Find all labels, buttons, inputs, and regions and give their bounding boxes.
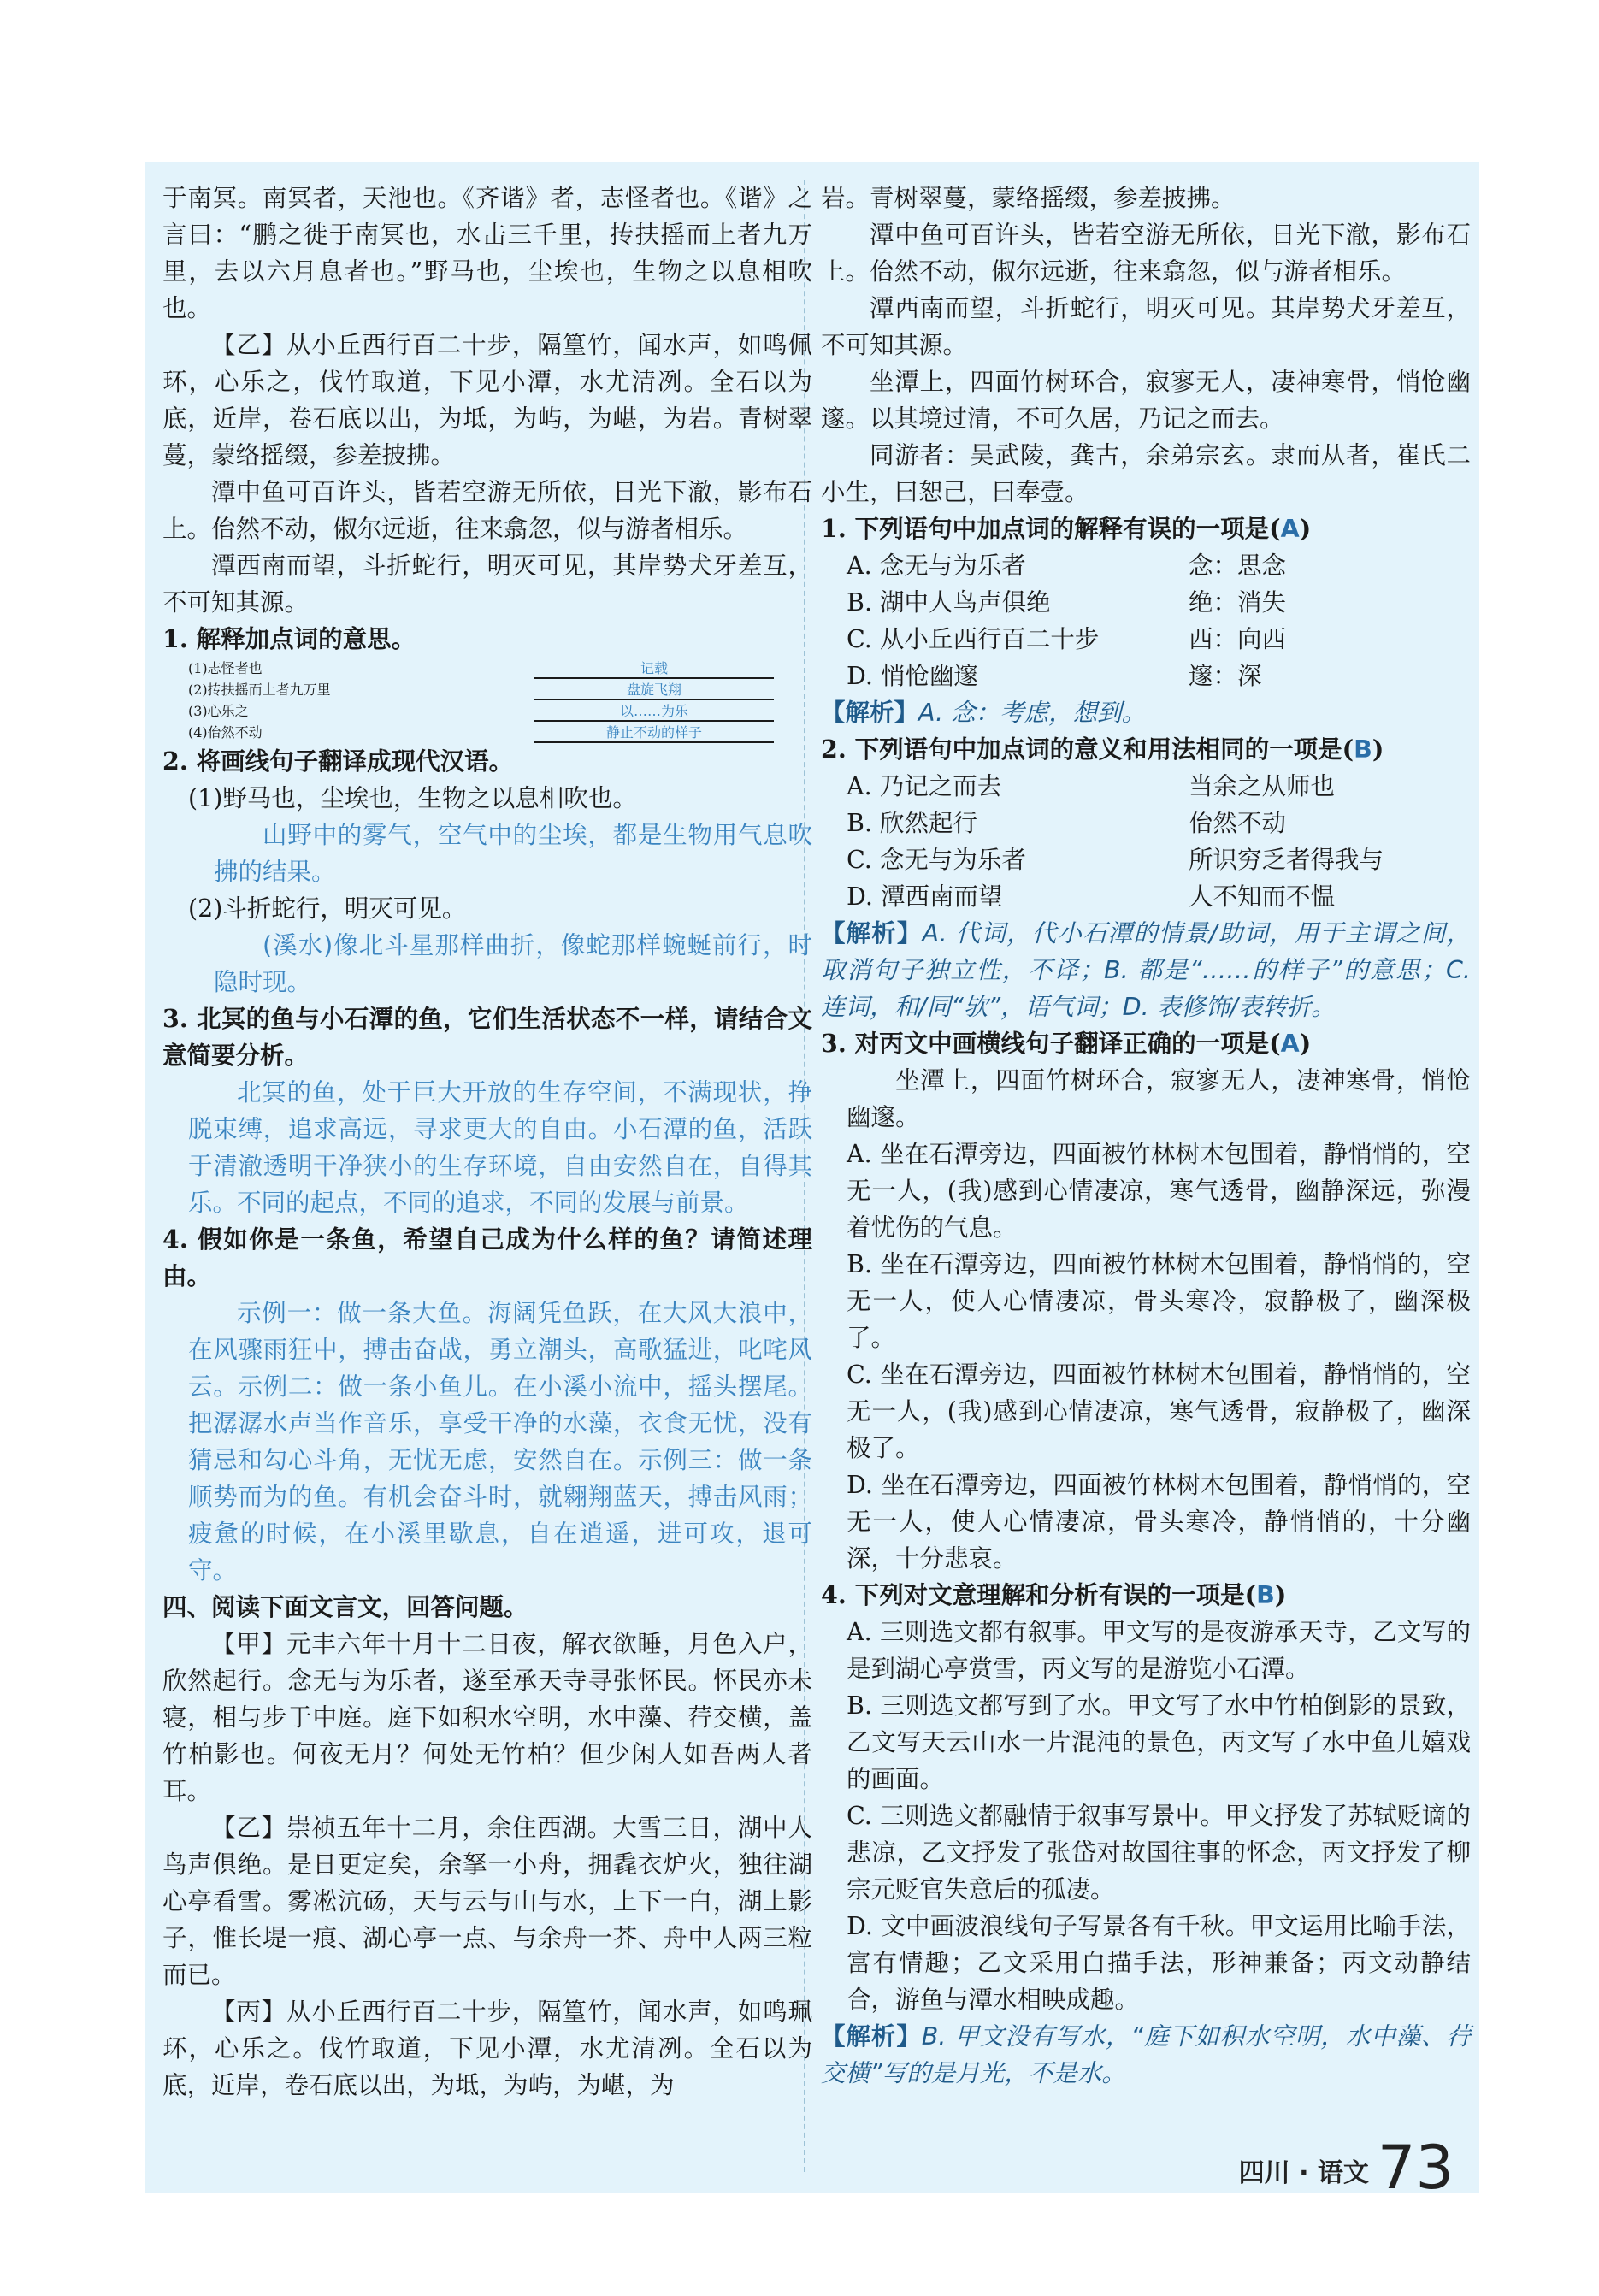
option-left: D. 悄怆幽邃 [847,662,978,690]
question-close: ) [1274,1580,1287,1609]
option-row [821,658,1471,694]
fill-item [162,722,812,743]
fill-item [162,700,812,722]
fill-label: (2)抟扶摇而上者九万里 [188,682,331,698]
fill-answer: 静止不动的样子 [534,722,774,743]
quoted-sentence: 坐潭上，四面竹树环合，寂寥无人，凄神寒骨，悄怆幽邃。 [847,1066,1471,1131]
option-right: 人不知而不愠 [1189,882,1336,911]
passage-paragraph: 同游者：吴武陵，龚古，余弟宗玄。隶而从者，崔氏二小生，曰恕己，曰奉壹。 [821,441,1471,506]
sub-question: (1)野马也，尘埃也，生物之以息相吹也。 [188,784,637,812]
analysis-text: A. 念：考虑，想到。 [918,699,1147,727]
passage-paragraph: 潭西南而望，斗折蛇行，明灭可见。其岸势犬牙差互，不可知其源。 [821,294,1471,359]
option-right: 念：思念 [1189,552,1287,580]
option-item: B. 坐在石潭旁边，四面被竹林树木包围着，静悄悄的，空无一人，使人心情凄凉，骨头寒冷，寂静极了，幽深极了。 [847,1250,1471,1352]
option-row [821,621,1471,658]
option-right: 绝：消失 [1189,588,1287,617]
question-text: 3. 对丙文中画横线句子翻译正确的一项是( [821,1029,1281,1058]
answer-text: 山野中的雾气，空气中的尘埃，都是生物用气息吹拂的结果。 [214,821,812,886]
answer-text: 北冥的鱼，处于巨大开放的生存空间，不满现状，挣脱束缚，追求高远，寻求更大的自由。小石潭的鱼，活跃于清澈透明干净狭小的生存环境，自由安然自在，自得其乐。不同的起点，不同的追求，不同的发展与前景。 [188,1078,812,1217]
option-row [821,841,1471,878]
option-left: A. 乃记之而去 [847,772,1002,800]
section-heading: 四、阅读下面文言文，回答问题。 [162,1592,528,1621]
option-item: C. 坐在石潭旁边，四面被竹林树木包围着，静悄悄的，空无一人，(我)感到心情凄凉，寒气透骨，寂静极了，幽深极了。 [847,1360,1471,1462]
analysis-label: 【解析】 [821,2022,922,2051]
option-row [821,768,1471,805]
analysis-text: A. 代词，代小石潭的情景/助词，用于主谓之间，取消句子独立性，不译；B. 都是“……的样子”的意思；C. 连词，和/同“欤”，语气词；D. 表修饰/表转折。 [821,919,1471,1021]
option-right: 当余之从师也 [1189,772,1336,800]
question-2: 2. 将画线句子翻译成现代汉语。 [162,747,514,776]
passage-bing: 【丙】从小丘西行百二十步，隔篁竹，闻水声，如鸣珮环，心乐之。伐竹取道，下见小潭，水尤清冽。全石以为底，近岸，卷石底以出，为坻，为屿，为嵁，为 [162,1998,812,2099]
left-column [162,180,812,2104]
page-number: 73 [1377,2133,1454,2203]
fill-answer: 以……为乐 [534,700,774,722]
page-footer [1238,2133,1454,2203]
passage-paragraph: 潭西南而望，斗折蛇行，明灭可见，其岸势犬牙差互，不可知其源。 [162,552,812,617]
region-subject-label: 四川 · 语文 [1238,2158,1369,2188]
option-row [821,878,1471,915]
answer-choice: A [1280,1030,1300,1058]
question-3 [821,1025,1471,1062]
option-right: 西：向西 [1189,625,1287,653]
question-close: ) [1299,1029,1312,1058]
option-left: C. 从小丘西行百二十步 [847,625,1100,653]
analysis-label: 【解析】 [821,918,923,947]
question-1 [821,511,1471,547]
fill-item [162,679,812,700]
option-left: B. 湖中人鸟声俱绝 [847,588,1051,617]
option-right: 所识穷乏者得我与 [1189,846,1384,874]
fill-item [162,658,812,679]
option-item: B. 三则选文都写到了水。甲文写了水中竹柏倒影的景致，乙文写天云山水一片混沌的景色，丙文写了水中鱼儿嬉戏的画面。 [847,1691,1471,1793]
option-item: A. 坐在石潭旁边，四面被竹林树木包围着，静悄悄的，空无一人，(我)感到心情凄凉，寒气透骨，幽静深远，弥漫着忧伤的气息。 [847,1140,1471,1242]
passage-paragraph: 潭中鱼可百许头，皆若空游无所依，日光下澈，影布石上。佁然不动，俶尔远逝，往来翕忽，似与游者相乐。 [162,478,812,543]
answer-choice: A [1280,515,1300,543]
option-row [821,547,1471,584]
question-close: ) [1299,514,1312,543]
option-item: A. 三则选文都有叙事。甲文写的是夜游承天寺，乙文写的是到湖心亭赏雪，丙文写的是游览小石潭。 [847,1618,1471,1683]
answer-text: (溪水)像北斗星那样曲折，像蛇那样蜿蜒前行，时隐时现。 [214,931,812,996]
question-1: 1. 解释加点词的意思。 [162,624,416,653]
question-text: 2. 下列语句中加点词的意义和用法相同的一项是( [821,735,1354,764]
question-text: 4. 下列对文意理解和分析有误的一项是( [821,1580,1257,1609]
passage-paragraph: 于南冥。南冥者，天池也。《齐谐》者，志怪者也。《谐》之言曰：“鹏之徙于南冥也，水击三千里，抟扶摇而上者九万里，去以六月息者也。”野马也，尘埃也，生物之以息相吹也。 [162,184,812,322]
analysis-note [821,915,1471,1025]
question-2 [821,731,1471,768]
analysis-label: 【解析】 [821,698,919,727]
option-left: C. 念无与为乐者 [847,846,1026,874]
option-right: 佁然不动 [1189,809,1287,837]
answer-choice: B [1256,1581,1275,1609]
question-close: ) [1372,735,1384,764]
passage-jia: 【甲】元丰六年十月十二日夜，解衣欲睡，月色入户，欣然起行。念无与为乐者，遂至承天寺寻张怀民。怀民亦未寝，相与步于中庭。庭下如积水空明，水中藻、荇交横，盖竹柏影也。何夜无月？何处无竹柏？但少闲人如吾两人者耳。 [162,1630,812,1805]
passage-yi: 【乙】崇祯五年十二月，余住西湖。大雪三日，湖中人鸟声俱绝。是日更定矣，余拏一小舟，拥毳衣炉火，独往湖心亭看雪。雾凇沆砀，天与云与山与水，上下一白，湖上影子，惟长堤一痕、湖心亭一点、与余舟一芥、舟中人两三粒而已。 [162,1814,812,1989]
fill-answer: 记载 [534,658,774,679]
fill-label: (3)心乐之 [188,703,249,719]
option-left: A. 念无与为乐者 [847,552,1026,580]
question-4 [821,1577,1471,1614]
passage-yi: 【乙】从小丘西行百二十步，隔篁竹，闻水声，如鸣佩环，心乐之，伐竹取道，下见小潭，水尤清冽。全石以为底，近岸，卷石底以出，为坻，为屿，为嵁，为岩。青树翠蔓，蒙络摇缀，参差披拂。 [162,331,812,469]
option-item: D. 坐在石潭旁边，四面被竹林树木包围着，静悄悄的，空无一人，使人心情凄凉，骨头寒冷，静悄悄的，十分幽深，十分悲哀。 [847,1471,1471,1573]
option-left: B. 欣然起行 [847,809,978,837]
passage-paragraph: 岩。青树翠蔓，蒙络摇缀，参差披拂。 [821,184,1236,212]
workbook-page [145,162,1479,2203]
option-item: C. 三则选文都融情于叙事写景中。甲文抒发了苏轼贬谪的悲凉，乙文抒发了张岱对故国往事的怀念，丙文抒发了柳宗元贬官失意后的孤凄。 [847,1802,1471,1903]
right-column [821,180,1471,2092]
question-text: 1. 下列语句中加点词的解释有误的一项是( [821,514,1281,543]
question-3: 3. 北冥的鱼与小石潭的鱼，它们生活状态不一样，请结合文意简要分析。 [162,1004,812,1070]
analysis-text: B. 甲文没有写水，“庭下如积水空明，水中藻、荇交横”写的是月光，不是水。 [821,2022,1471,2087]
passage-paragraph: 坐潭上，四面竹树环合，寂寥无人，凄神寒骨，悄怆幽邃。以其境过清，不可久居，乃记之而去。 [821,368,1471,433]
fill-label: (4)佁然不动 [188,724,263,741]
option-item: D. 文中画波浪线句子写景各有千秋。甲文运用比喻手法，富有情趣；乙文采用白描手法，形神兼备；丙文动静结合，游鱼与潭水相映成趣。 [847,1912,1471,2014]
answer-choice: B [1354,735,1372,764]
option-row [821,805,1471,841]
sub-question: (2)斗折蛇行，明灭可见。 [188,894,467,923]
analysis-note [821,694,1471,731]
passage-paragraph: 潭中鱼可百许头，皆若空游无所依，日光下澈，影布石上。佁然不动，俶尔远逝，往来翕忽，似与游者相乐。 [821,221,1471,286]
answer-text: 示例一：做一条大鱼。海阔凭鱼跃，在大风大浪中，在风骤雨狂中，搏击奋战，勇立潮头，高歌猛进，叱咤风云。示例二：做一条小鱼儿。在小溪小流中，摇头摆尾。把潺潺水声当作音乐，享受干净的水藻，衣食无忧，没有猜忌和勾心斗角，无忧无虑，安然自在。示例三：做一条顺势而为的鱼。有机会奋斗时，就翱翔蓝天，搏击风雨；疲惫的时候，在小溪里歇息，自在逍遥，进可攻，退可守。 [188,1299,812,1585]
fill-label: (1)志怪者也 [188,660,263,676]
question-4: 4. 假如你是一条鱼，希望自己成为什么样的鱼？请简述理由。 [162,1225,812,1290]
option-left: D. 潭西南而望 [847,882,1003,911]
option-right: 邃：深 [1189,662,1262,690]
option-row [821,584,1471,621]
analysis-note [821,2018,1471,2092]
fill-answer: 盘旋飞翔 [534,679,774,700]
